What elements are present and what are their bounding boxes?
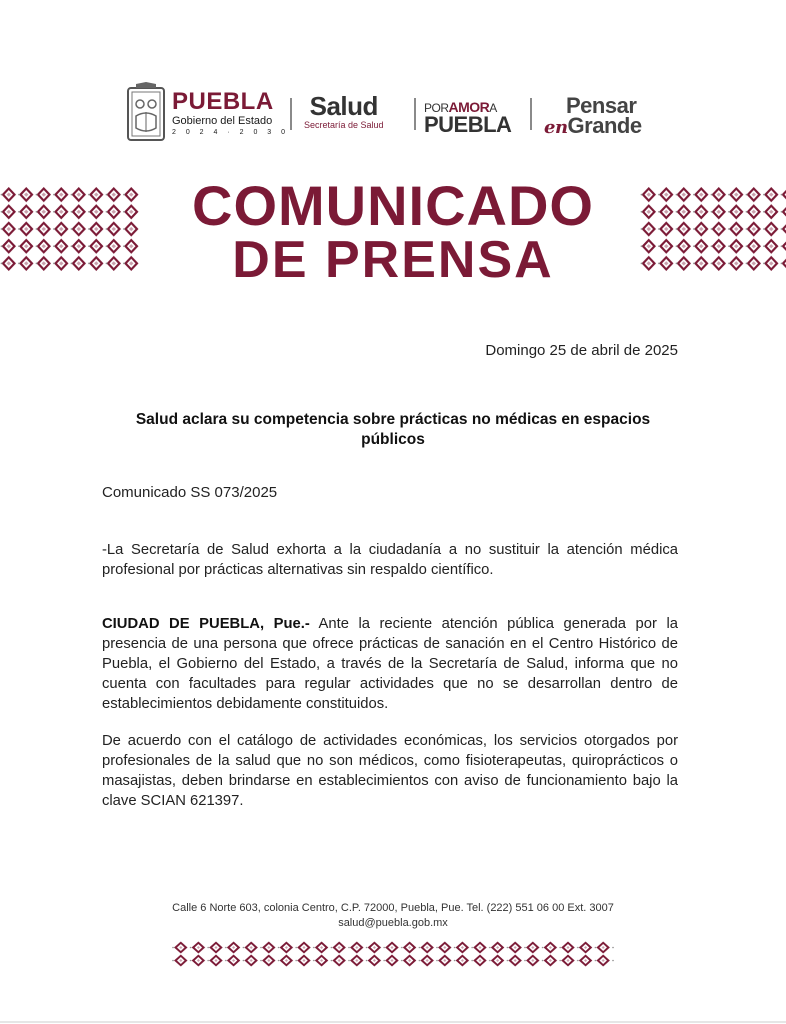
- body-paragraph-2: De acuerdo con el catálogo de actividades económicas, los servicios otorgados por profesionales de la salud que no son médicos, como fisioterapeutas, quiroprácticos o masajistas, deben brindarse en establecimientos con aviso de funcionamiento bajo la clave SCIAN 621397.: [102, 733, 678, 809]
- footer: [100, 901, 686, 931]
- por-amor-a-puebla-logo: [424, 100, 511, 135]
- headline: Salud aclara su competencia sobre prácticas no médicas en espacios públicos: [135, 411, 651, 448]
- logo-puebla2-text: PUEBLA: [424, 112, 512, 137]
- logo-en-text: en: [544, 117, 568, 138]
- logo-gobierno-text: Gobierno del Estado: [172, 115, 273, 127]
- salud-logo: [304, 92, 384, 131]
- dateline: CIUDAD DE PUEBLA, Pue.-: [102, 616, 310, 632]
- logo-divider: [414, 98, 416, 130]
- logo-amor-text: AMOR: [448, 99, 490, 115]
- page-edge: [0, 1021, 786, 1023]
- logo-secretaria-text: Secretaría de Salud: [304, 120, 384, 130]
- logo-grande-text: Grande: [567, 113, 642, 138]
- logo-pensar-text: Pensar: [566, 93, 637, 118]
- header-logos: [124, 80, 664, 150]
- paragraph-1-text: Ante la reciente atención pública generada por la presencia de una persona que ofrece prácticas de sanación en el Centro Histórico de Puebla, el Gobierno del Estado, a través de la Secretaría de Salud, informa que no cuenta con facultades para regular actividades que no se desarrollan dentro de establecimientos debidamente constituidos.: [102, 616, 678, 712]
- release-reference: Comunicado SS 073/2025: [102, 484, 278, 501]
- decorative-pattern-right: [640, 186, 786, 272]
- logo-puebla-text: PUEBLA: [172, 88, 274, 115]
- title-line-2: DE PRENSA: [232, 231, 554, 289]
- footer-email: salud@puebla.gob.mx: [338, 917, 448, 929]
- footer-address: Calle 6 Norte 603, colonia Centro, C.P. 72000, Puebla, Pue. Tel. (222) 551 06 00 Ext. 3007: [172, 902, 614, 914]
- press-release-title: [150, 174, 636, 289]
- release-date: Domingo 25 de abril de 2025: [485, 342, 678, 359]
- pensar-en-grande-logo: [544, 93, 642, 138]
- logo-years-text: 2 0 2 4 · 2 0 3 0: [172, 129, 290, 136]
- title-line-1: COMUNICADO: [192, 174, 594, 237]
- logo-por-text: POR: [424, 101, 449, 115]
- decorative-pattern-left: [0, 186, 140, 272]
- logo-divider: [530, 98, 532, 130]
- puebla-government-logo: [172, 90, 289, 138]
- decorative-pattern-footer: [172, 941, 614, 967]
- coat-of-arms-icon: [126, 82, 166, 144]
- logo-divider: [290, 98, 292, 130]
- intro-paragraph: -La Secretaría de Salud exhorta a la ciudadanía a no sustituir la atención médica profesional por prácticas alternativas sin respaldo científico.: [102, 542, 678, 578]
- logo-a-text: A: [489, 101, 497, 115]
- logo-salud-text: Salud: [309, 91, 378, 121]
- body-paragraph-1: [102, 614, 678, 714]
